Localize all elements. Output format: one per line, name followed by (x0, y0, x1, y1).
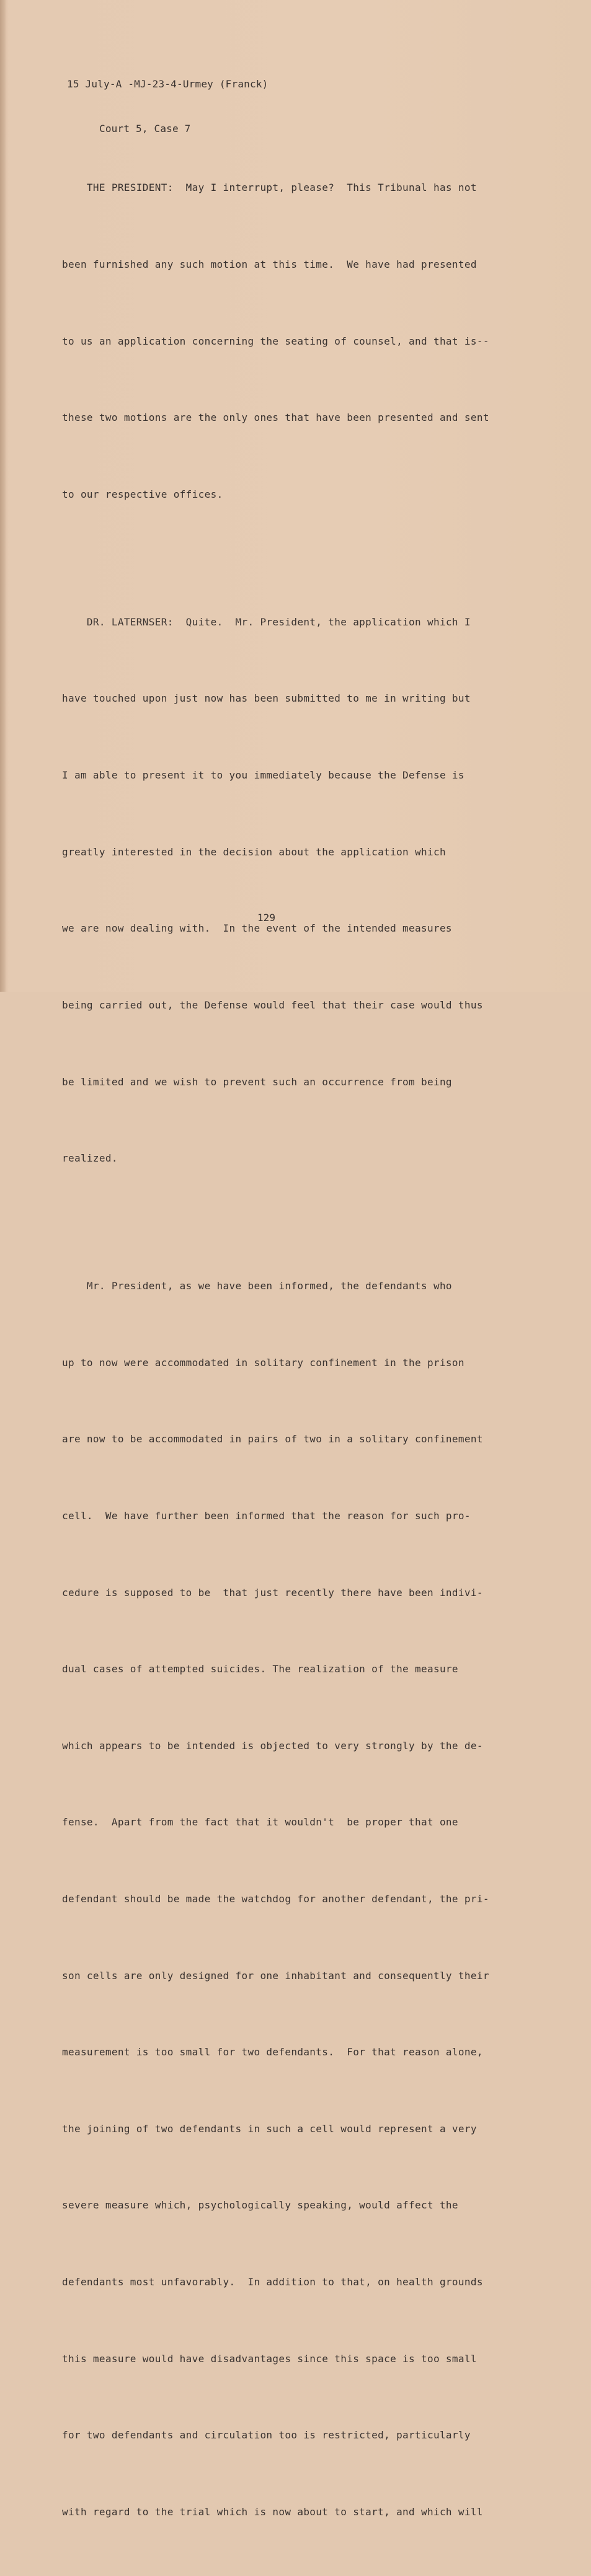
paragraph-laternser-statement (62, 558, 504, 1222)
text-line: defendant should be made the watchdog for another defendant, the pri- (62, 1893, 489, 1905)
text-line: this measure would have disadvantages since this space is too small (62, 2352, 477, 2365)
text-line: be limited and we wish to prevent such an occurrence from being (62, 1075, 452, 1088)
paragraph-president-statement (62, 124, 504, 558)
text-line: severe measure which, psychologically speaking, would affect the (62, 2199, 458, 2212)
text-line: dual cases of attempted suicides. The realization of the measure (62, 1663, 458, 1675)
text-line: we are now dealing with. In the event of the intended measures (62, 922, 452, 935)
text-line: been furnished any such motion at this time. We have had presented (62, 258, 477, 271)
text-line: THE PRESIDENT: May I interrupt, please? This Tribunal has not (62, 182, 477, 194)
text-line: for two defendants and circulation too is restricted, particularly (62, 2429, 471, 2441)
text-line: which appears to be intended is objected to very strongly by the de- (62, 1739, 483, 1752)
page-edge-shadow (0, 0, 6, 992)
paragraph-defense-objection (62, 1222, 504, 2576)
text-line: realized. (62, 1152, 118, 1165)
transcript-body (62, 124, 504, 2576)
text-line: up to now were accommodated in solitary confinement in the prison (62, 1356, 464, 1369)
text-line: the joining of two defendants in such a cell would represent a very (62, 2122, 477, 2135)
text-line: these two motions are the only ones that have been presented and sent (62, 412, 489, 424)
text-line: have touched upon just now has been submitted to me in writing but (62, 692, 471, 705)
text-line: with regard to the trial which is now about to start, and which will (62, 2505, 483, 2518)
text-line: measurement is too small for two defendants. For that reason alone, (62, 2046, 483, 2058)
text-line: I am able to present it to you immediately because the Defense is (62, 769, 464, 782)
text-line: cell. We have further been informed that the reason for such pro- (62, 1509, 471, 1522)
text-line: to us an application concerning the seating of counsel, and that is-- (62, 335, 489, 347)
text-line: defendants most unfavorably. In addition to that, on health grounds (62, 2276, 483, 2288)
text-line: cedure is supposed to be that just recently there have been indivi- (62, 1586, 483, 1599)
text-line: son cells are only designed for one inhabitant and consequently their (62, 1969, 489, 1982)
text-line: are now to be accommodated in pairs of two in a solitary confinement (62, 1433, 483, 1445)
page-number: 129 (257, 912, 275, 924)
header-court-case-line: Court 5, Case 7 (99, 123, 191, 135)
text-line: being carried out, the Defense would feel that their case would thus (62, 999, 483, 1011)
text-line: greatly interested in the decision about the application which (62, 845, 446, 858)
text-line: fense. Apart from the fact that it wouldn't be proper that one (62, 1816, 458, 1828)
text-line: Mr. President, as we have been informed, the defendants who (62, 1280, 452, 1292)
text-line: to our respective offices. (62, 488, 223, 500)
text-line: DR. LATERNSER: Quite. Mr. President, the application which I (62, 615, 471, 628)
header-reference-line: 15 July-A -MJ-23-4-Urmey (Franck) (67, 78, 269, 90)
